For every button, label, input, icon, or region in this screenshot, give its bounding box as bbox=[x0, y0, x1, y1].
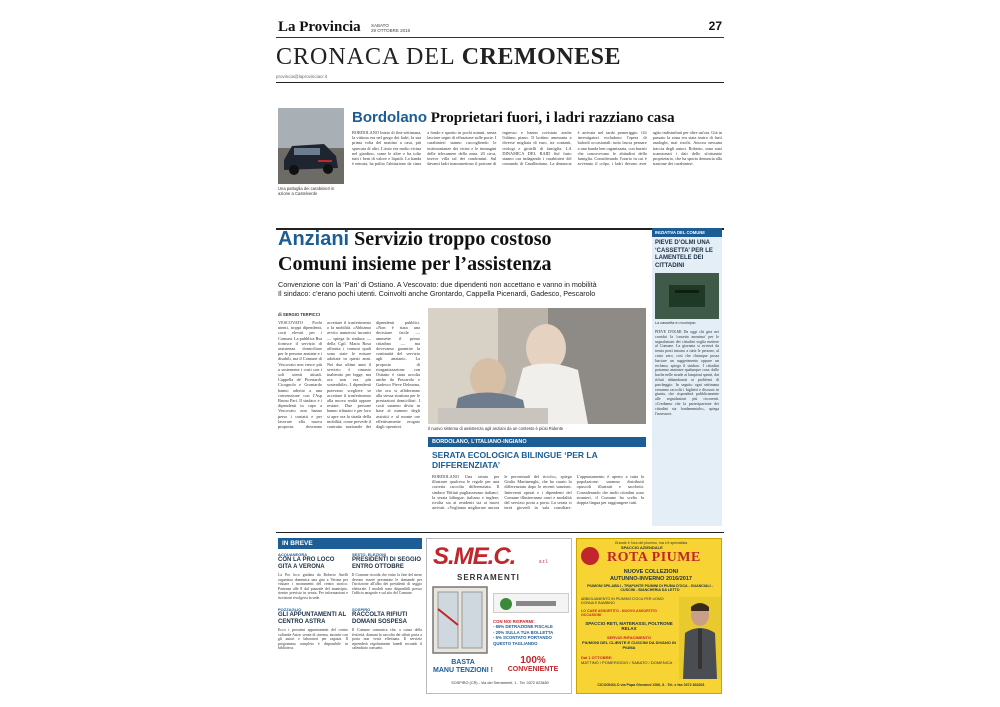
sidebar-pieve bbox=[652, 228, 722, 526]
in-breve-box bbox=[278, 538, 422, 694]
smec-partner-logo bbox=[493, 593, 569, 613]
rota-kids: ABBIGLIAMENTO IN PIUMINO D'OCA PER UOMO DONNA E BAMBINO bbox=[581, 597, 664, 606]
in-breve-item: SESTO, ELEZIONI PRESIDENTI DI SEGGIO ENTRO OTTOBRE Il Comune ricorda che entro la fine del mese devono essere presentate le domande per l'iscrizione all'albo dei presidenti di seggio elettorale. I moduli sono disponibili presso l'ufficio anagrafe e sul sito del Comune. bbox=[352, 552, 422, 596]
story1-body: BORDOLANO Inizio di fine settimana, la vittima era nel gergo dei ladri, la sua prima volta del mattino a casa, più sprecata di altri. L'auto era molto vicina nel giardino, come le altre e ha tolto tutti i beni di valore e liquidi. La banda è entrata, ha pulito l'abitazione da cima a fondo e sparito in pochi minuti, senza lasciare segni di effrazione sulle porte. I carabinieri stanno raccogliendo le testimonianze dei vicini e le immagini delle telecamere della zona. 20 circa, invece villa tal dei condomini. Sul davanti ladri manomettono il portone di ingresso e hanno rovistato anche l'ultimo piano. Il bottino ammonta a diverse migliaia di euro, tra contanti, orologi e gioielli di famiglia. LA DINAMICA DEL RAID Sul furto stanno ora indagando i carabinieri del comando di Casalbuttano. La denuncia è arrivata nel tardo pomeriggio. Gli investigatori escludono l'opera di balordi occasionali: tutto lascia pensare a una banda ben organizzata, con basisti che conoscevano le abitudini della famiglia. Considerando l'orario in cui è avvenuto il colpo, i ladri devono aver agito indisturbati per oltre un'ora. Già in passato la zona era stata teatro di furti analoghi, mai risolti. Ancora nessuna traccia degli autori. Roberto, sono stati scansionati i dati dello sfortunato proprietario, che ha sporto denuncia alla stazione dei carabinieri. bbox=[352, 130, 722, 167]
smec-savings: CON NOI RISPARMI: - 65% DETRAZIONE FISCALE - 20% SULLA TUA BOLLETTA - 5% SCONTATO PORTANDO QUESTO TAGLIANDO bbox=[493, 619, 554, 646]
section-subtitle: provincia@laprovinciacr.it bbox=[276, 74, 328, 79]
issue-date: SABATO 29 OTTOBRE 2016 bbox=[371, 23, 411, 33]
carabinieri-car-image bbox=[278, 108, 344, 184]
masthead bbox=[276, 16, 724, 38]
rota-hours: Dal 1 OTTOBRE: MATTINO / POMERIGGIO / SABATO / DOMENICA bbox=[581, 655, 673, 665]
in-breve-col-right bbox=[352, 552, 422, 656]
ad-smec[interactable]: S.ME.C. s.r.l. SERRAMENTI CON NOI RISPARMI: - 65% DETRAZIONE FISCALE - 20% SULLA TUA BOLLETTA - 5% SCONTATO PORTANDO QUESTO TAGLIANDO BASTA MANU TENZIONI ! 100% CONVENIENTE SOSPIRO (CR) - Via dei Serramenti, 1 - Tel. 0372 623480 bbox=[426, 538, 572, 694]
smec-offer: 100% CONVENIENTE bbox=[507, 655, 559, 673]
ad-rota-piume[interactable]: Grande è l’ora del piumino, ma c’è specialista ROTA PIUME SPACCIO AZIENDALE NUOVE COLLEZIONI AUTUNNO-INVERNO 2016/2017 PIUMONI SPILABILI - TRAPUNTE PIUMINI DI PIUMA D'OCA - GUANCIALI - CUSCINI - BIANCHERIA DA LETTO ABBIGLIAMENTO IN PIUMINO D'OCA PER UOMO DONNA E BAMBINO LO CASE ASSORTITO - NUOVO ASSORTITO OCCASIONI SPACCIO RETI, MATERASSI, POLTRONE RELAX SERVIZI RIFACIMENTO PIUMONI DEL CLIENTE E CUSCINI DA DIVANO IN PIUMA Dal 1 OTTOBRE: MATTINO / POMERIGGIO / SABATO / DOMENICA CICOGNOLO via Papa Giovanni XXIII, 8 - Tel. e fax 0372 833301 bbox=[576, 538, 722, 694]
story2-photo-caption: Il nuovo sistema di assistenza agli anziani da un contesto è piùsi Ridente bbox=[428, 426, 564, 431]
section-title-bold: CREMONESE bbox=[461, 44, 621, 70]
story2-kicker: Anziani bbox=[278, 228, 350, 250]
in-breve-band: IN BREVE bbox=[278, 538, 422, 549]
model-photo bbox=[679, 597, 721, 679]
smec-slogan: BASTA MANU TENZIONI ! bbox=[433, 659, 493, 674]
story2-headline-line1: Anziani Servizio troppo costoso bbox=[278, 228, 552, 250]
in-breve-item: ACQUANEGRA CON LA PRO LOCO GITA A VERONA La Pro loco guidata da Roberto Anelli organizza domenica una gita a Verona per visitare i monumenti del centro storico. Partenza alle 8 dal piazzale del municipio, rientro previsto in serata. Per informazioni e iscrizioni rivolgersi in sede. bbox=[278, 552, 348, 600]
story3-body: BORDOLANO Una serata per illustrare qualcosa le regole per una corretta raccolta differenziata. Il sindaco 'Rifiuti pugliassesano italiano', la serata bilingue, italiano e inglese, rivolta sia ai residenti sia ai nuovi arrivati. «Vogliamo migliorare ancora le percentuali del riciclo», spiega Giulio Martinenghi, che ha curato la differenziata dopo le recenti sanzioni. Interventi operai e i dipendenti del Comune illustreranno orari e modalità del servizio porta a porta. La serata si terrà giovedì in sala consiliare. L'appuntamento è aperto a tutta la popolazione: saranno distribuiti opuscoli illustrati e sacchetti. Considerando che molti cittadini sono stranieri, il Comune ha scelto la doppia lingua per raggiungere tutti. bbox=[432, 474, 644, 511]
rota-logo: ROTA PIUME bbox=[607, 550, 701, 565]
newspaper-page bbox=[276, 16, 724, 696]
sidebar-photo-caption: La cassetta in municipio bbox=[655, 321, 696, 325]
rota-space: SPACCIO RETI, MATERASSI, POLTRONE RELAX bbox=[585, 621, 673, 632]
in-breve-col-left bbox=[278, 552, 348, 656]
in-breve-item: SOSPIRO RACCOLTA RIFIUTI DOMANI SOSPESA Il Comune comunica che, a causa della festività, domani la raccolta dei rifiuti porta a porta non verrà effettuata. Il servizio riprenderà regolarmente lunedì secondo il calendario consueto. bbox=[352, 607, 422, 651]
story1-caption: Una pattuglia dei carabinieri in azione a Castelverde bbox=[278, 186, 335, 196]
story2-byline: di SERGIO TERPICCI bbox=[278, 312, 320, 317]
rota-outlet: LO CASE ASSORTITO - NUOVO ASSORTITO OCCASIONI bbox=[581, 609, 657, 618]
sidebar-band: INIZIATIVA DEL COMUNE bbox=[652, 228, 722, 237]
story3-headline: SERATA ECOLOGICA BILINGUE ‘PER LA DIFFERENZIATA’ bbox=[432, 450, 598, 470]
story2-body: VESCOVATO Pochi utenti, troppi dipendenti, costi elevati per i Comuni. La pubblica Rsa fornisce il servizio di assistenza domiciliare per le persone anziane e i disabili, ma il Comune di Vescovato non riesce più a sostenerne i costi con i soli utenti attuali. Cappella de' Picenardi, Cicognolo e Grontardo hanno aderito a una convenzione con l'Asp Bruno Pari. Il sindaco e i dipendenti in capo a Vescovato non hanno perso i contatti e per lavorare alla nuova proposta: dovranno accettare il trasferimento o la mobilità. «Abbiamo avvito numerosi incontri — spiega la sindaca — della Cgil. Maria Rosa affronta i comuni quali sono state le misure adottate in questi anni. Nei due ultimi anni il servizio è rimasto inalterato per legge, ma ora non era più sostenibile». I dipendenti potevano scegliere se accettare il trasferimento alla nuova realtà oppure restare. Due persone hanno rifiutato e per loro si apre ora la strada della mobilità, come prevede il contratto nazionale dei dipendenti pubblici. «Non è stata una decisione facile — ammette il primo cittadino — ma dovevamo garantire la continuità del servizio agli anziani». La proposta di riorganizzazione con Ostiano è stata accolta anche da Pescarolo e Gadesco Pieve Delmona, che ora si affideranno alla stessa struttura per le prestazioni domiciliari. I costi saranno divisi in base al numero degli assistiti e al monte ore effettivamente erogato dagli operatori. bbox=[278, 320, 420, 430]
mailbox-image bbox=[655, 273, 719, 319]
story1-kicker: Bordolano bbox=[352, 109, 427, 126]
story1-photo bbox=[278, 108, 344, 184]
section-title: CRONACA DEL CREMONESE bbox=[276, 44, 621, 70]
rota-badge-icon bbox=[581, 547, 599, 565]
story2-headline-line2: Comuni insieme per l’assistenza bbox=[278, 253, 552, 275]
smec-logo: S.ME.C. bbox=[433, 543, 516, 570]
window-icon bbox=[431, 585, 489, 655]
rota-collection: NUOVE COLLEZIONI AUTUNNO-INVERNO 2016/2017 bbox=[610, 569, 692, 582]
rota-products: PIUMONI SPILABILI - TRAPUNTE PIUMINI DI PIUMA D'OCA - GUANCIALI - CUSCINI - BIANCHERIA DA LETTO bbox=[587, 584, 713, 593]
elderly-care-image bbox=[428, 308, 646, 424]
story3-band: BORDOLANO, L’ITALIANO-INGIANO bbox=[428, 437, 646, 447]
story2-deck: Convenzione con la ‘Pari’ di Ostiano. A Vescovato: due dipendenti non accettano e vanno in mobilità Il sindaco: c’erano pochi utenti. Coinvolti anche Grontardo, Cappella Picenardi, Gadesco, Pescarolo bbox=[278, 280, 597, 298]
sidebar-body: PIEVE D'OLMI Da oggi chi gira nei corridoi la 'cassetta anonima' per le segnalazioni dei cittadini voglia mettere al Comune. La giornata si avvierà da trenta posti intorno a tutte le persone, al costo zero, così che chiunque possa lasciare un suggerimento oppure un reclamo, spiega il sindaco. I cittadini potranno annotare qualunque cosa: dalle buche nelle strade ai lampioni spenti, dai rifiuti abbandonati ai problemi di parcheggio. In seguito ogni settimana verranno raccolti i biglietti e discussi in giunta, che risponderà pubblicamente alle segnalazioni più ricorrenti. «Crediamo che la partecipazione dei cittadini sia fondamentale», spiega l'assessore. bbox=[655, 330, 719, 416]
sidebar-photo bbox=[655, 273, 719, 319]
brand-logo-icon bbox=[494, 594, 570, 614]
newspaper-logo: La Provincia bbox=[278, 19, 361, 35]
smec-division: SERRAMENTI bbox=[457, 573, 520, 582]
sidebar-title: PIEVE D’OLMI UNA ‘CASSETTA’ PER LE LAMENTELE DEI CITTADINI bbox=[655, 240, 713, 269]
smec-address: SOSPIRO (CR) - Via dei Serramenti, 1 - Tel. 0372 623480 bbox=[451, 681, 549, 685]
rota-address: CICOGNOLO via Papa Giovanni XXIII, 8 - Tel. e fax 0372 833301 bbox=[597, 683, 705, 687]
story2-photo bbox=[428, 308, 646, 424]
page-number: 27 bbox=[708, 19, 722, 33]
story1-headline: Bordolano Proprietari fuori, i ladri razziano casa bbox=[352, 109, 675, 126]
section-rule bbox=[276, 82, 724, 83]
bottom-rule bbox=[276, 532, 724, 533]
rota-service: SERVIZI RIFACIMENTO PIUMONI DEL CLIENTE E CUSCINI DA DIVANO IN PIUMA bbox=[582, 635, 676, 650]
in-breve-item: POZZAGLIO GLI APPUNTAMENTI AL CENTRO ASTRA Ecco i prossimi appuntamenti del centro culturale Astra: serate di cinema, incontri con gli autori e laboratori per ragazzi. Il programma completo è disponibile in biblioteca. bbox=[278, 607, 348, 651]
